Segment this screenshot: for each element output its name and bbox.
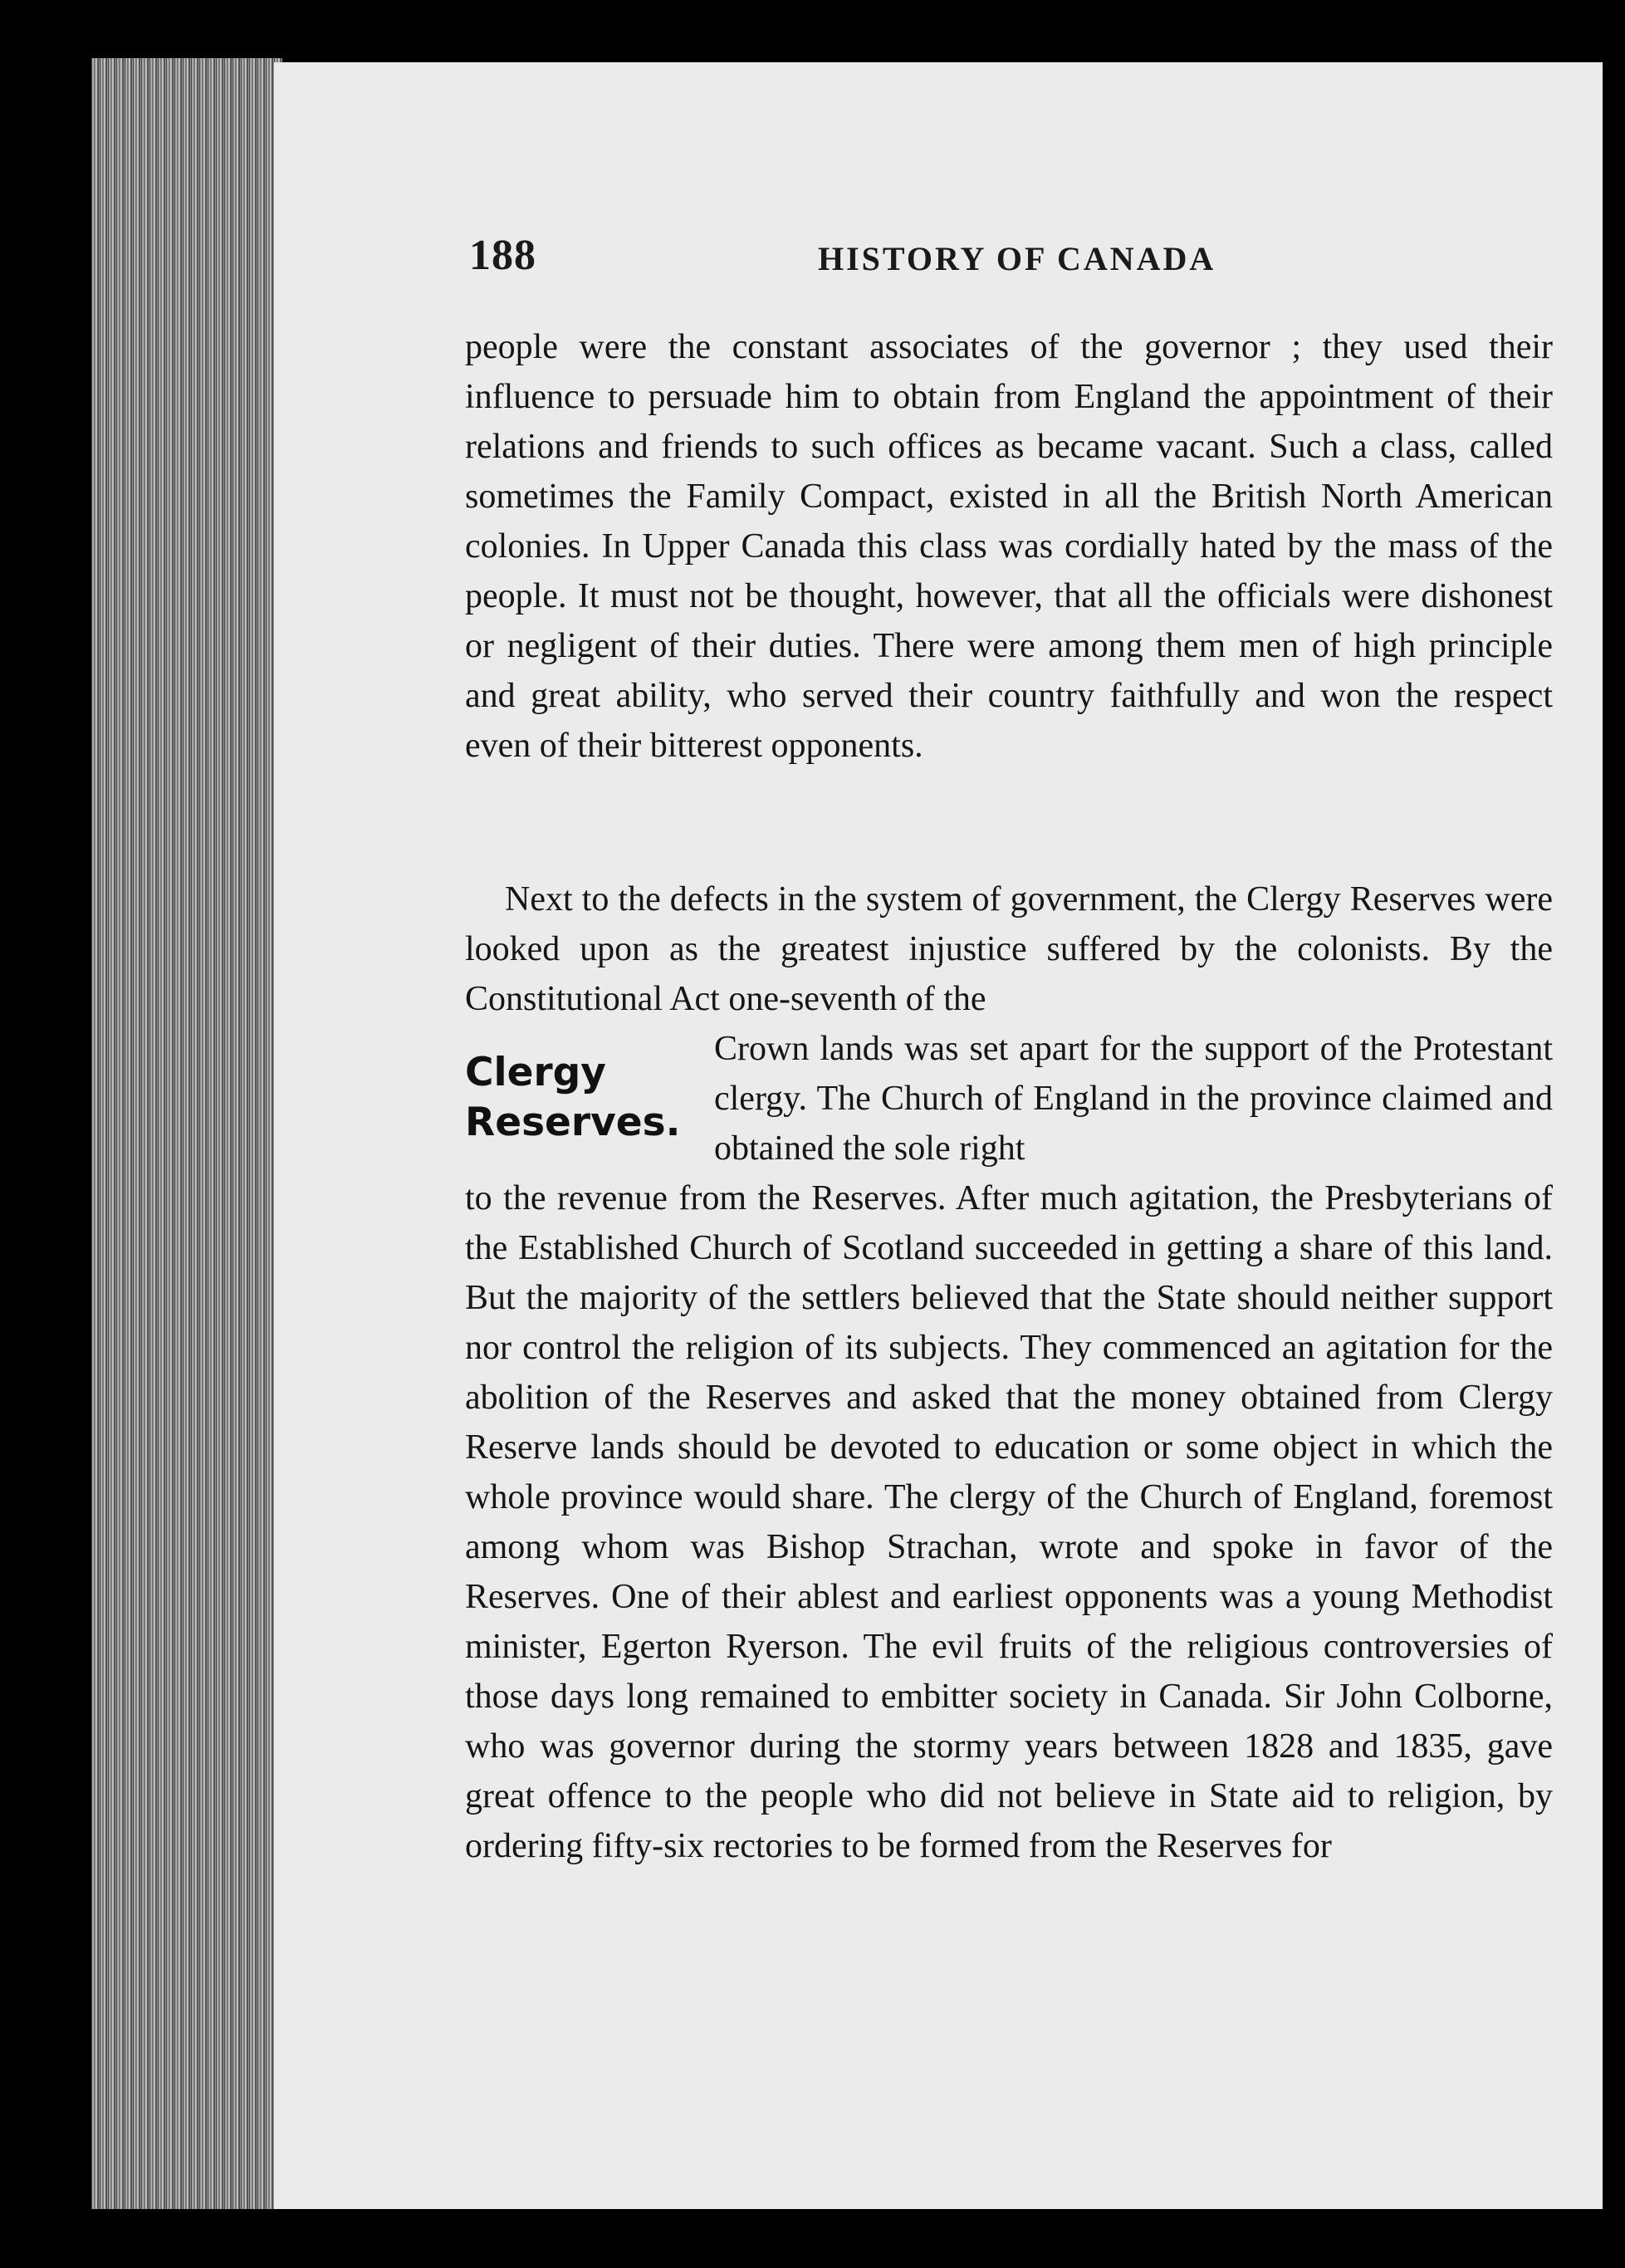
running-head: HISTORY OF CANADA <box>818 240 1216 277</box>
paragraph-text: Next to the defects in the system of government, the Clergy Reserves were looked upon as the greatest injustice suffered by the colonists. By the Constitutional Act one-seventh of the <box>465 880 1553 1018</box>
sidenote-line-2: Reserves. <box>465 1100 681 1145</box>
page-header <box>469 231 1549 289</box>
page-number: 188 <box>469 232 536 279</box>
paragraph-text: to the revenue from the Reserves. After much agitation, the Presbyterians of the Established Church of Scotland succeeded in getting a share of this land. But the majority of the settlers believed that the State should neither support nor control the religion of its subjects. They commenced an agitation for the abolition of the Reserves and asked that the money obtained from Clergy Reserve lands should be devoted to education or some object in which the whole province would share. The clergy of the Church of England, foremost among whom was Bishop Strachan, wrote and spoke in favor of the Reserves. One of their ablest and earliest opponents was a young Methodist minister, Egerton Ryerson. The evil fruits of the religious controversies of those days long remained to embitter society in Canada. Sir John Colborne, who was governor during the stormy years between 1828 and 1835, gave great offence to the people who did not believe in State aid to religion, by ordering fifty-six rectories to be formed from the Reserves for <box>465 1179 1553 1865</box>
margin-sidenote <box>465 1048 697 1148</box>
body-paragraph-2-beside-sidenote <box>714 1024 1553 1173</box>
body-paragraph-2-continued <box>465 1173 1553 1871</box>
paragraph-text: Crown lands was set apart for the support of the Protestant clergy. The Church of England in the province claimed and obtained the sole right <box>714 1030 1553 1168</box>
body-paragraph-1 <box>465 322 1553 771</box>
book-page-edges <box>91 58 282 2209</box>
body-paragraph-2-intro <box>465 874 1553 1024</box>
sidenote-line-1: Clergy <box>465 1050 606 1095</box>
paragraph-text: people were the constant associates of the governor ; they used their influence to persuade him to obtain from England the appointment of their relations and friends to such offices as became vacant. Such a class, called sometimes the Family Compact, existed in all the British North American colonies. In Upper Canada this class was cordially hated by the mass of the people. It must not be thought, however, that all the officials were dishonest or negligent of their duties. There were among them men of high principle and great ability, who served their country faithfully and won the respect even of their bitterest opponents. <box>465 328 1553 765</box>
